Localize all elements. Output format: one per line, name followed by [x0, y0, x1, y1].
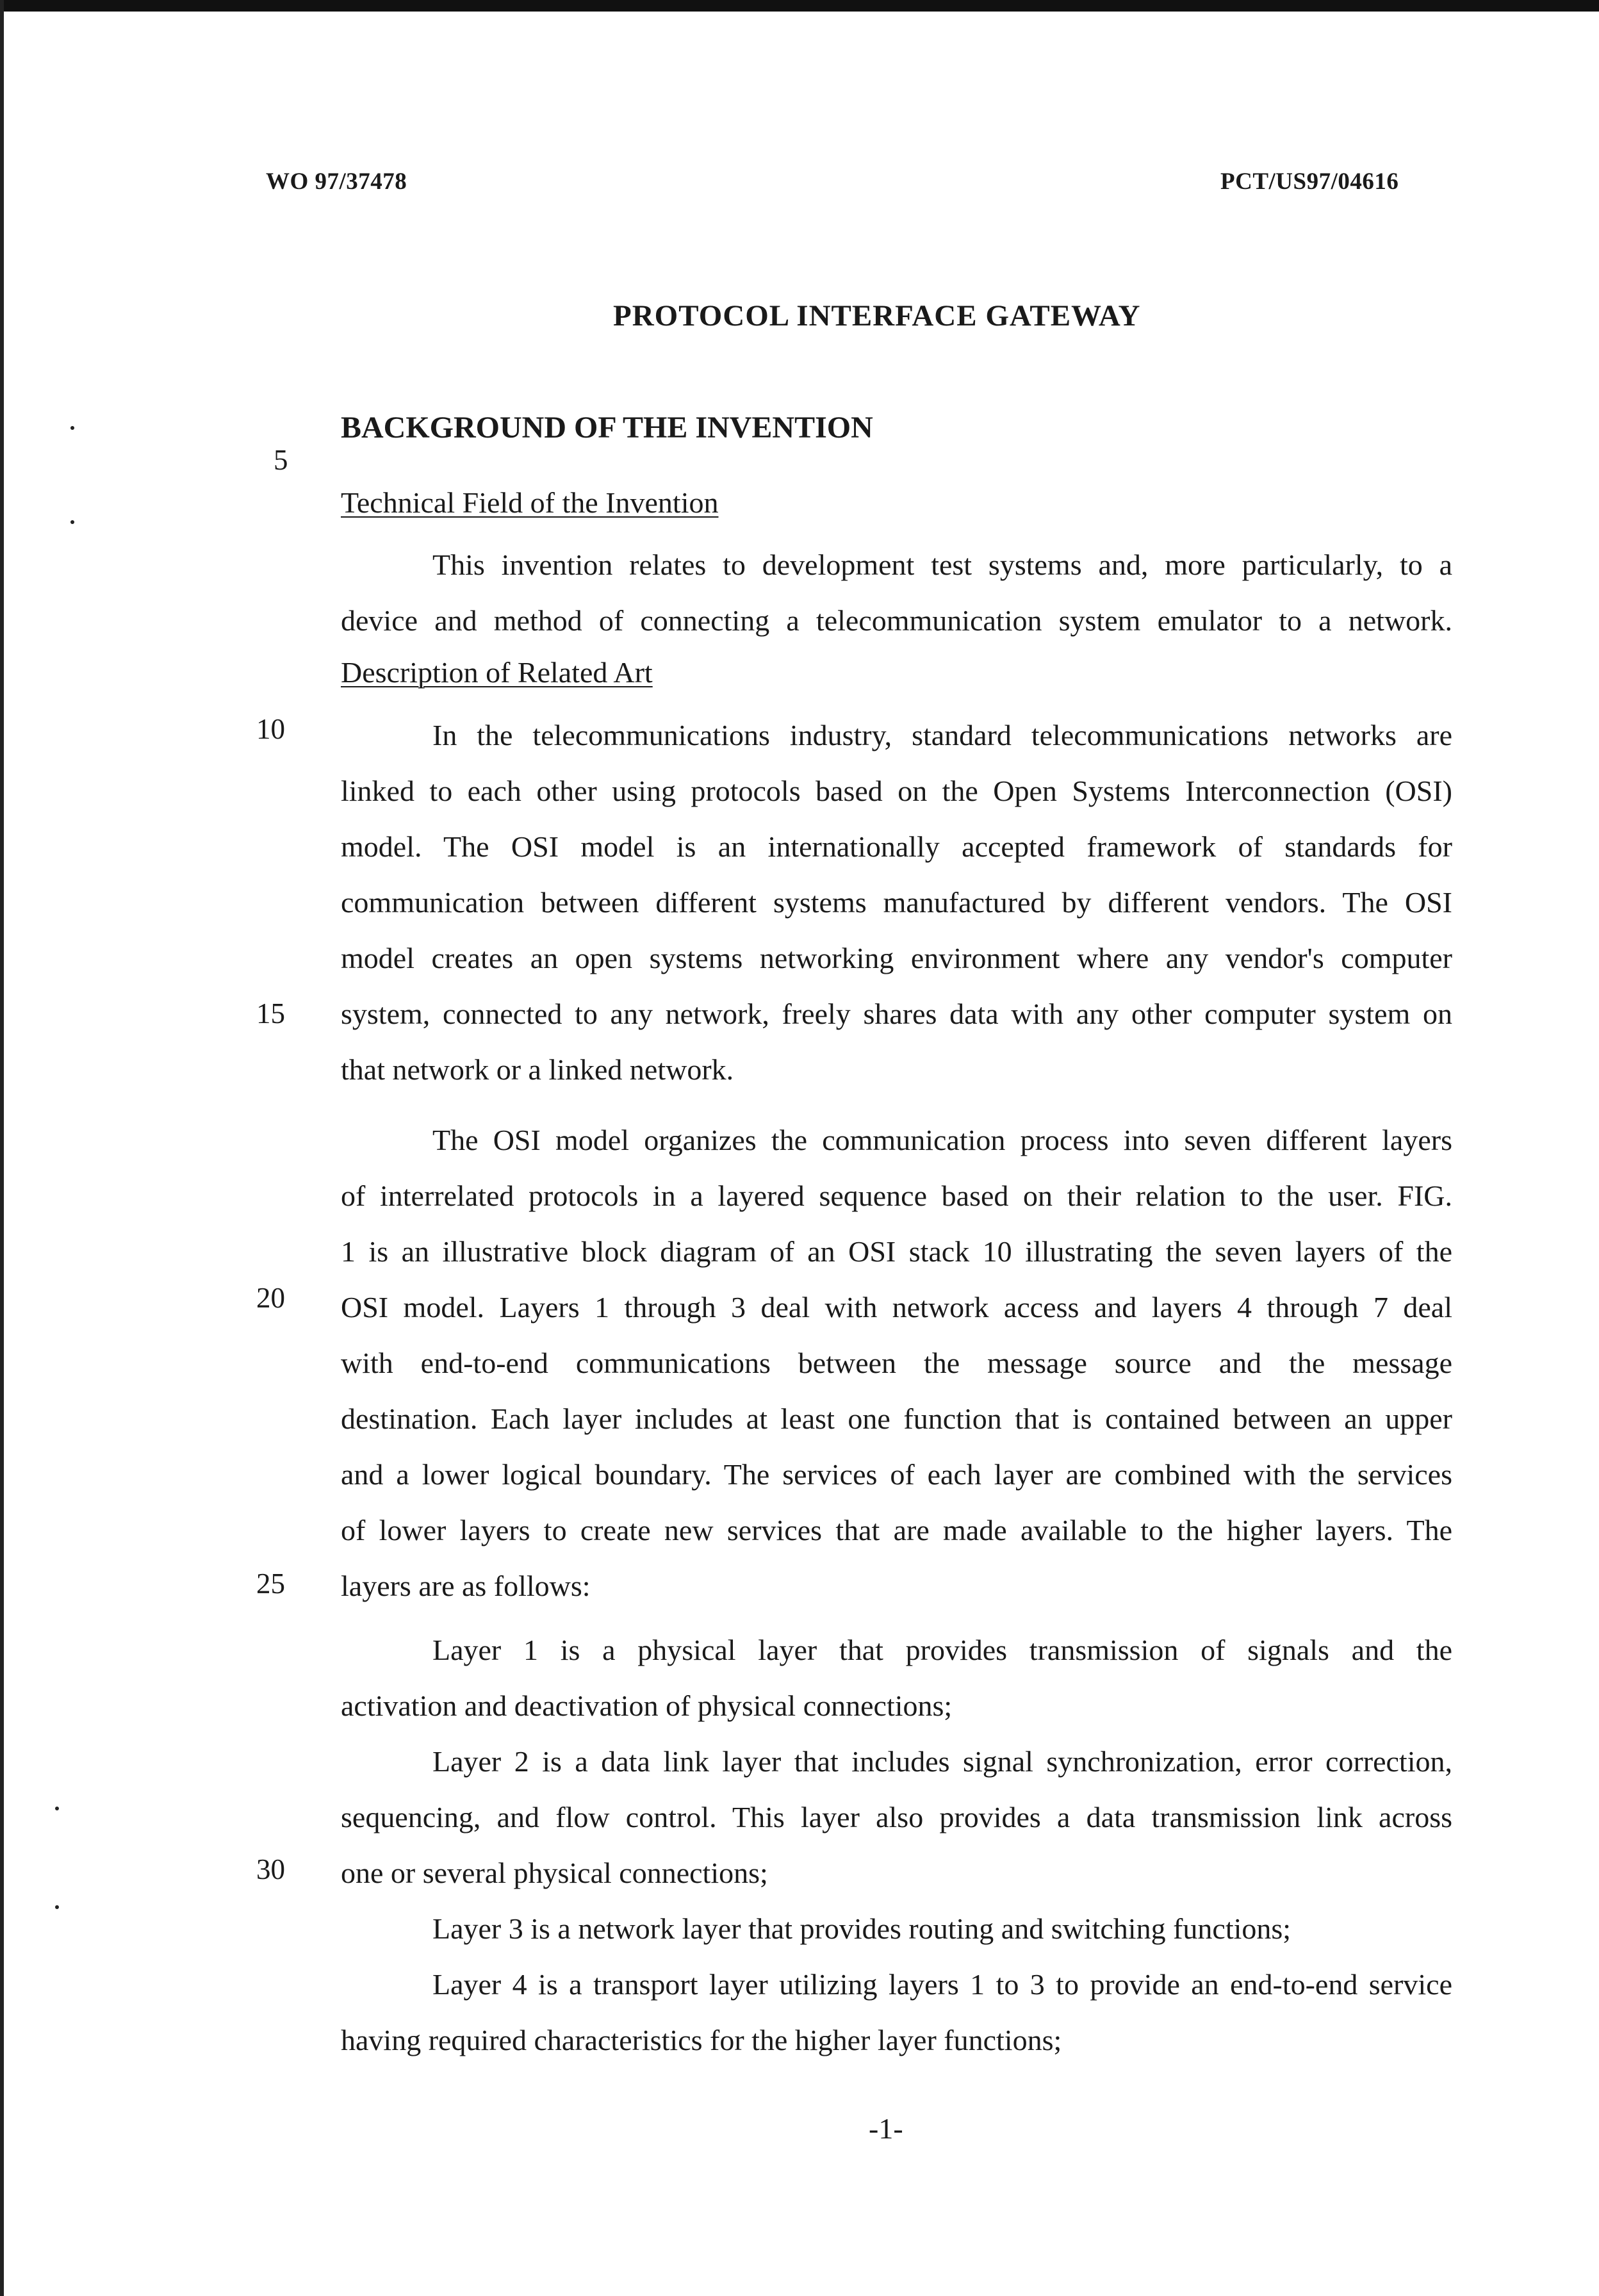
text-line: In the telecommunications industry, standard telecommunications networks are: [432, 719, 1452, 751]
text-line: communication between different systems manufactured by different vendors. The OSI: [341, 886, 1452, 919]
text-line: having required characteristics for the higher layer functions;: [341, 2024, 1062, 2056]
text-line: that network or a linked network.: [341, 1053, 734, 1086]
line-number: 20: [256, 1282, 285, 1314]
text-line: linked to each other using protocols based on the Open Systems Interconnection (OSI): [341, 775, 1452, 807]
publication-number: WO 97/37478: [266, 168, 407, 195]
text-line: Layer 2 is a data link layer that includes signal synchronization, error correction,: [432, 1745, 1452, 1778]
application-number: PCT/US97/04616: [1220, 168, 1399, 195]
text-line: destination. Each layer includes at least one function that is contained between an upper: [341, 1402, 1452, 1435]
text-line: Layer 3 is a network layer that provides routing and switching functions;: [432, 1912, 1292, 1945]
text-line: layers are as follows:: [341, 1570, 591, 1602]
scan-speck: [55, 1807, 59, 1810]
scan-speck: [55, 1905, 59, 1909]
line-number: 10: [256, 713, 285, 745]
subheading-technical-field: Technical Field of the Invention: [341, 486, 719, 519]
document-title: PROTOCOL INTERFACE GATEWAY: [613, 299, 1141, 332]
section-heading: BACKGROUND OF THE INVENTION: [341, 411, 873, 445]
text-line: of lower layers to create new services that are made available to the higher layers. The: [341, 1514, 1452, 1546]
page-number: -1-: [869, 2112, 903, 2145]
scan-top-border: [0, 0, 1599, 12]
text-line: system, connected to any network, freely shares data with any other computer system on: [341, 997, 1452, 1030]
line-number: 30: [256, 1853, 285, 1885]
scan-left-border: [0, 0, 4, 2296]
text-line: The OSI model organizes the communication process into seven different layers: [432, 1124, 1452, 1156]
line-number: 5: [274, 444, 288, 476]
text-line: sequencing, and flow control. This layer also provides a data transmission link across: [341, 1801, 1452, 1833]
scan-speck: [70, 520, 74, 524]
text-line: Layer 4 is a transport layer utilizing layers 1 to 3 to provide an end-to-end service: [432, 1968, 1452, 2001]
text-line: model. The OSI model is an internationally accepted framework of standards for: [341, 830, 1452, 863]
text-line: with end-to-end communications between the message source and the message: [341, 1347, 1452, 1379]
text-line: 1 is an illustrative block diagram of an OSI stack 10 illustrating the seven layers of the: [341, 1235, 1452, 1268]
text-line: device and method of connecting a telecommunication system emulator to a network.: [341, 604, 1452, 637]
line-number: 25: [256, 1568, 285, 1600]
text-line: one or several physical connections;: [341, 1857, 768, 1889]
text-line: model creates an open systems networking environment where any vendor's computer: [341, 942, 1452, 974]
text-line: activation and deactivation of physical connections;: [341, 1689, 953, 1722]
text-line: of interrelated protocols in a layered sequence based on their relation to the user. FIG.: [341, 1179, 1452, 1212]
scan-speck: [70, 426, 74, 430]
text-line: Layer 1 is a physical layer that provides transmission of signals and the: [432, 1634, 1452, 1666]
subheading-related-art: Description of Related Art: [341, 656, 653, 689]
text-line: OSI model. Layers 1 through 3 deal with network access and layers 4 through 7 deal: [341, 1291, 1452, 1324]
text-line: This invention relates to development test systems and, more particularly, to a: [432, 548, 1452, 581]
line-number: 15: [256, 997, 285, 1029]
text-line: and a lower logical boundary. The services of each layer are combined with the services: [341, 1458, 1452, 1491]
